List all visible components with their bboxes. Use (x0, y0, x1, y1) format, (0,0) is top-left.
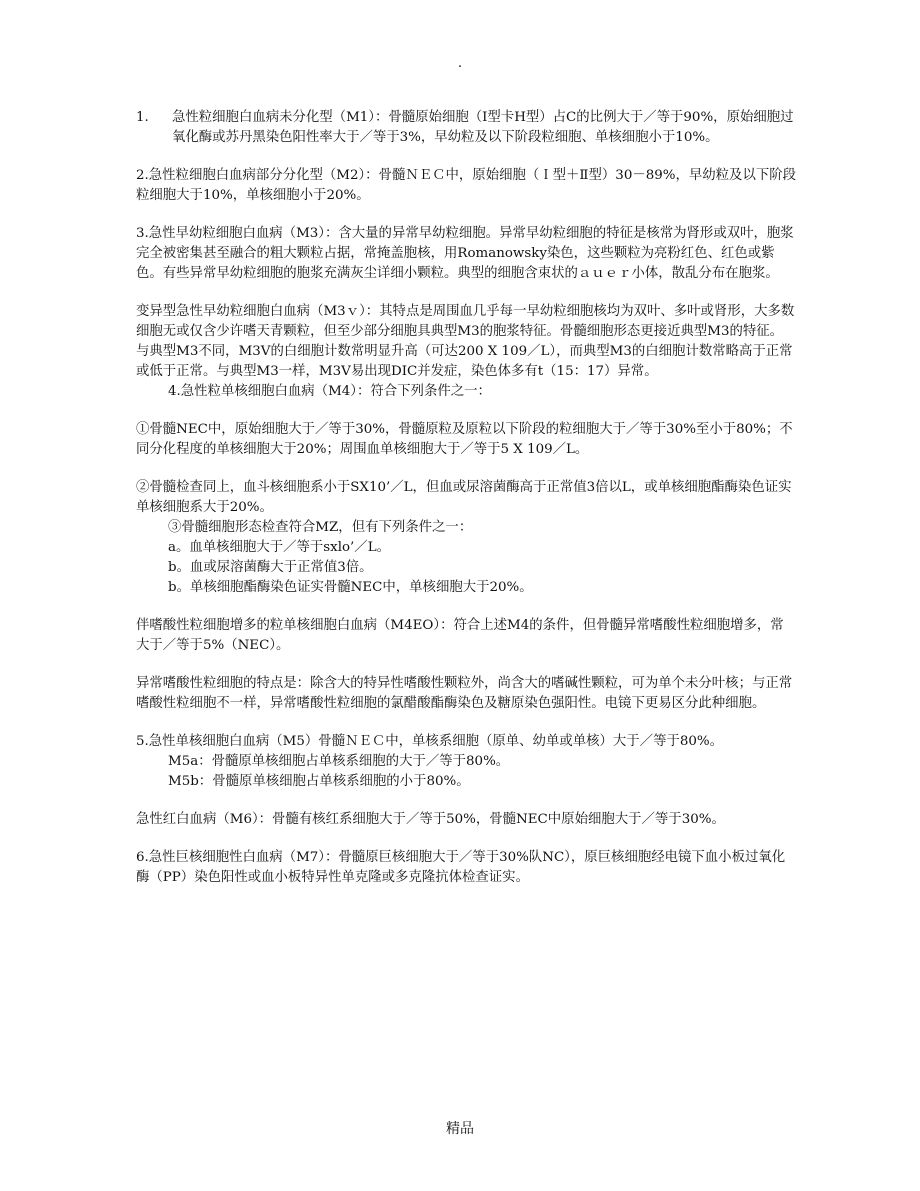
paragraph-eosinophil: 异常嗜酸性粒细胞的特点是：除含大的特异性嗜酸性颗粒外，尚含大的嗜碱性颗粒，可为单个未分叶核；与正常嗜酸性粒细胞不一样，异常嗜酸性粒细胞的氯醋酸酯酶染色及糖原染色强阳性。电镜下更易区分此种细胞。 (136, 676, 793, 711)
m5b-line: M5b：骨髓原单核细胞占单核系细胞的小于80%。 (168, 774, 470, 789)
paragraph-m4-condition-1: ①骨髓NEC中，原始细胞大于／等于30%，骨髓原粒及原粒以下阶段的粒细胞大于／等于30%至小于80%；不同分化程度的单核细胞大于20%；周围血单核细胞大于／等于5 X 109／L。 (136, 422, 793, 457)
paragraph-m4eo: 伴嗜酸性粒细胞增多的粒单核细胞白血病（M4EO）：符合上述M4的条件，但骨髓异常嗜酸性粒细胞增多，常大于／等于5%（NEC）。 (136, 618, 784, 653)
paragraph-m6: 急性红白血病（M6）：骨髓有核红系细胞大于／等于50%，骨髓NEC中原始细胞大于／等于30%。 (136, 812, 725, 827)
paragraph-m2: 2.急性粒细胞白血病部分分化型（M2）：骨髓ＮＥＣ中，原始细胞（Ｉ型＋Ⅱ型）30－89%，早幼粒及以下阶段粒细胞大于10%，单核细胞小于20%。 (136, 168, 797, 203)
paragraph-m4-condition-3: ③骨髓细胞形态检查符合MZ，但有下列条件之一： (168, 520, 473, 535)
paragraph-m7: 6.急性巨核细胞性白血病（M7）：骨髓原巨核细胞大于／等于30%队NC），原巨核细胞经电镜下血小板过氧化酶（PP）染色阳性或血小板特异性单克隆或多克隆抗体检查证实。 (136, 850, 786, 885)
paragraph-m1 (136, 108, 796, 148)
m4-subcondition-a: a。血单核细胞大于／等于sxlo’／L。 (168, 540, 390, 555)
m5a-line: M5a：骨髓原单核细胞占单核系细胞的大于／等于80%。 (168, 754, 510, 769)
header-dot: . (457, 56, 463, 71)
m1-text: 急性粒细胞白血病未分化型（M1）：骨髓原始细胞（I型卡H型）占C的比例大于／等于90%，原始细胞过氧化酶或苏丹黑染色阳性率大于／等于3%，早幼粒及以下阶段粒细胞、单核细胞小于10%。 (172, 110, 794, 145)
footer-label: 精品 (446, 1121, 474, 1137)
paragraph-m3v: 变异型急性早幼粒细胞白血病（M3ｖ）：其特点是周围血几乎每一早幼粒细胞核均为双叶、多叶或肾形，大多数细胞无或仅含少许嗜天青颗粒，但至少部分细胞具典型M3的胞浆特征。骨髓细胞形态更接近典型M3的特征。与典型M3不同，M3V的白细胞计数常明显升高（可达200 X 109／L），而典型M3的白细胞计数常略高于正常或低于正常。与典型M3一样，M3V易出现DIC并发症，染色体多有t（15：17）异常。 (136, 304, 795, 379)
paragraph-m5: 5.急性单核细胞白血病（M5）骨髓ＮＥＣ中，单核系细胞（原单、幼单或单核）大于／等于80%。 (136, 734, 724, 749)
m4-subcondition-c: b。单核细胞酯酶染色证实骨髓NEC中，单核细胞大于20%。 (168, 580, 533, 595)
list-number: 1. (136, 110, 149, 125)
m4-subcondition-b: b。血或尿溶菌酶大于正常值3倍。 (168, 560, 373, 575)
paragraph-m4-title: 4.急性粒单核细胞白血病（M4）：符合下列条件之一： (168, 384, 491, 399)
document-body (136, 108, 796, 888)
paragraph-m4-condition-2: ②骨髓检查同上，血斗核细胞系小于SX10’／L，但血或尿溶菌酶高于正常值3倍以L，或单核细胞酯酶染色证实单核细胞系大于20%。 (136, 480, 792, 515)
paragraph-m3: 3.急性早幼粒细胞白血病（M3）：含大量的异常早幼粒细胞。异常早幼粒细胞的特征是核常为肾形或双叶，胞浆完全被密集甚至融合的粗大颗粒占据，常掩盖胞核，用Romanowsky染色，这些颗粒为亮粉红色、红色或紫色。有些异常早幼粒细胞的胞浆充满灰尘详细小颗粒。典型的细胞含束状的ａｕｅｒ小体，散乱分布在胞浆。 (136, 226, 794, 281)
